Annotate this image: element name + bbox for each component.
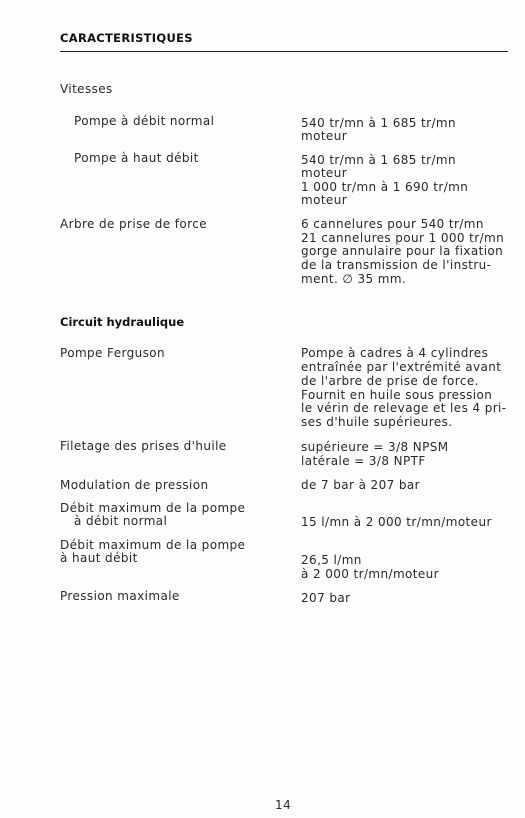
page-number: 14 xyxy=(275,798,292,812)
value-debit-haut-2: à 2 000 tr/mn/moteur xyxy=(301,567,440,581)
arbre-line: de la transmission de l'instru- xyxy=(301,258,492,272)
section-title-circuit-hydraulique: Circuit hydraulique xyxy=(60,315,185,329)
pompe-line: Pompe à cadres à 4 cylindres xyxy=(301,346,489,360)
label-debit-normal-1: Débit maximum de la pompe xyxy=(60,501,246,515)
pompe-line: Fournit en huile sous pression xyxy=(301,388,493,402)
value-pression-maximale: 207 bar xyxy=(301,591,351,605)
value-filetage-superieure: supérieure = 3/8 NPSM xyxy=(301,440,449,454)
arbre-line: gorge annulaire pour la fixation xyxy=(301,244,504,258)
value-pompe-haut-1: 540 tr/mn à 1 685 tr/mn xyxy=(301,153,457,167)
label-vitesses: Vitesses xyxy=(60,82,113,96)
value-pompe-normal-1: 540 tr/mn à 1 685 tr/mn xyxy=(301,116,457,130)
label-debit-haut-1: Débit maximum de la pompe xyxy=(60,538,246,552)
label-pompe-haut-debit: Pompe à haut débit xyxy=(74,151,199,165)
pompe-line: le vérin de relevage et les 4 pri- xyxy=(301,401,507,415)
label-debit-normal-2: à débit normal xyxy=(74,514,168,528)
value-pompe-haut-4: moteur xyxy=(301,193,348,207)
pompe-line: entraînée par l'extrémité avant xyxy=(301,360,502,374)
label-modulation-pression: Modulation de pression xyxy=(60,478,209,492)
label-pression-maximale: Pression maximale xyxy=(60,589,180,603)
label-pompe-ferguson: Pompe Ferguson xyxy=(60,346,166,360)
value-filetage-laterale: latérale = 3/8 NPTF xyxy=(301,454,426,468)
pompe-line: ses d'huile supérieures. xyxy=(301,415,453,429)
arbre-line: 21 cannelures pour 1 000 tr/mn xyxy=(301,231,505,245)
value-debit-haut-1: 26,5 l/mn xyxy=(301,553,362,567)
label-filetage: Filetage des prises d'huile xyxy=(60,439,227,453)
header-rule xyxy=(60,51,508,52)
value-pompe-normal-2: moteur xyxy=(301,129,348,143)
value-pompe-haut-3: 1 000 tr/mn à 1 690 tr/mn xyxy=(301,180,469,194)
page-header: CARACTERISTIQUES xyxy=(60,31,193,45)
value-pompe-haut-2: moteur xyxy=(301,166,348,180)
arbre-line: 6 cannelures pour 540 tr/mn xyxy=(301,217,484,231)
arbre-line: ment. ∅ 35 mm. xyxy=(301,272,407,286)
value-debit-normal: 15 l/mn à 2 000 tr/mn/moteur xyxy=(301,515,492,529)
label-pompe-debit-normal: Pompe à débit normal xyxy=(74,114,215,128)
value-modulation-pression: de 7 bar à 207 bar xyxy=(301,478,420,492)
pompe-line: de l'arbre de prise de force. xyxy=(301,374,479,388)
label-arbre-prise-force: Arbre de prise de force xyxy=(60,217,208,231)
label-debit-haut-2: à haut débit xyxy=(60,551,138,565)
